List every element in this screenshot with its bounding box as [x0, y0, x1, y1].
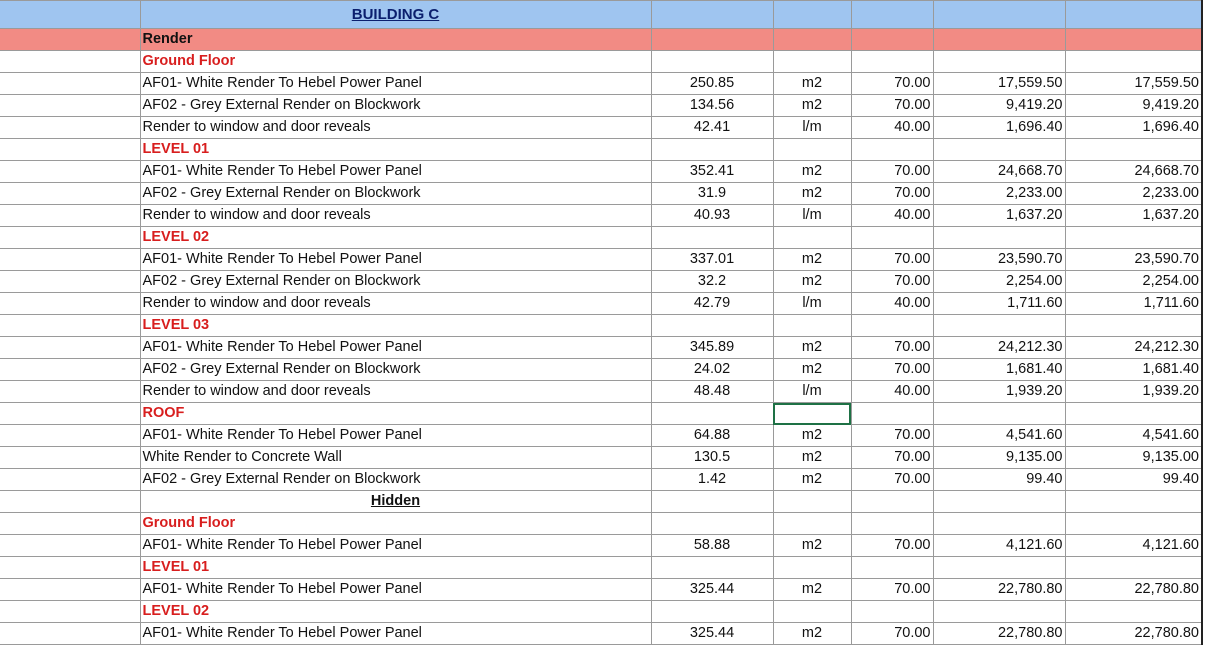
total-cell[interactable]	[1065, 315, 1202, 337]
unit-cell[interactable]: m2	[773, 249, 851, 271]
total-cell[interactable]	[1065, 227, 1202, 249]
unit-cell[interactable]: m2	[773, 183, 851, 205]
quantity-cell[interactable]: 325.44	[651, 579, 773, 601]
description-cell[interactable]: AF01- White Render To Hebel Power Panel	[140, 425, 651, 447]
unit-cell[interactable]	[773, 29, 851, 51]
rate-cell[interactable]	[851, 315, 933, 337]
amount-cell[interactable]: 17,559.50	[933, 73, 1065, 95]
unit-cell[interactable]: m2	[773, 623, 851, 645]
rate-cell[interactable]: 70.00	[851, 95, 933, 117]
description-cell[interactable]: LEVEL 03	[140, 315, 651, 337]
cell[interactable]	[851, 1, 933, 29]
rate-cell[interactable]: 40.00	[851, 205, 933, 227]
rate-cell[interactable]: 70.00	[851, 183, 933, 205]
total-cell[interactable]: 2,233.00	[1065, 183, 1202, 205]
rate-cell[interactable]: 70.00	[851, 249, 933, 271]
cell[interactable]	[651, 1, 773, 29]
quantity-cell[interactable]	[651, 491, 773, 513]
description-cell[interactable]: AF01- White Render To Hebel Power Panel	[140, 337, 651, 359]
amount-cell[interactable]: 1,711.60	[933, 293, 1065, 315]
quantity-cell[interactable]	[651, 557, 773, 579]
row-margin-cell[interactable]	[0, 513, 140, 535]
quantity-cell[interactable]: 1.42	[651, 469, 773, 491]
description-cell[interactable]: LEVEL 02	[140, 601, 651, 623]
amount-cell[interactable]: 4,541.60	[933, 425, 1065, 447]
table-row	[0, 249, 1202, 271]
quantity-cell[interactable]: 134.56	[651, 95, 773, 117]
total-cell[interactable]: 99.40	[1065, 469, 1202, 491]
row-margin-cell[interactable]	[0, 623, 140, 645]
description-cell[interactable]: AF02 - Grey External Render on Blockwork	[140, 469, 651, 491]
rate-cell[interactable]: 70.00	[851, 623, 933, 645]
row-margin-cell[interactable]	[0, 337, 140, 359]
total-cell[interactable]	[1065, 491, 1202, 513]
description-cell[interactable]: Render to window and door reveals	[140, 205, 651, 227]
row-margin-cell[interactable]	[0, 315, 140, 337]
floor-row	[0, 227, 1202, 249]
description-cell[interactable]: ROOF	[140, 403, 651, 425]
amount-cell[interactable]	[933, 227, 1065, 249]
description-cell[interactable]: LEVEL 01	[140, 557, 651, 579]
unit-cell[interactable]	[773, 513, 851, 535]
table-row	[0, 293, 1202, 315]
amount-cell[interactable]	[933, 491, 1065, 513]
total-cell[interactable]	[1065, 51, 1202, 73]
total-cell[interactable]: 2,254.00	[1065, 271, 1202, 293]
row-margin-cell[interactable]	[0, 447, 140, 469]
total-cell[interactable]: 22,780.80	[1065, 579, 1202, 601]
unit-cell[interactable]: l/m	[773, 117, 851, 139]
quantity-cell[interactable]: 31.9	[651, 183, 773, 205]
table-row	[0, 73, 1202, 95]
description-cell[interactable]: LEVEL 01	[140, 139, 651, 161]
description-cell[interactable]: Ground Floor	[140, 513, 651, 535]
rate-cell[interactable]: 70.00	[851, 161, 933, 183]
description-cell[interactable]: LEVEL 02	[140, 227, 651, 249]
cell[interactable]	[1065, 1, 1202, 29]
quantity-cell[interactable]	[651, 403, 773, 425]
row-margin-cell[interactable]	[0, 359, 140, 381]
quantity-cell[interactable]	[651, 601, 773, 623]
description-cell[interactable]: AF02 - Grey External Render on Blockwork	[140, 271, 651, 293]
table-row	[0, 161, 1202, 183]
floor-row	[0, 51, 1202, 73]
total-cell[interactable]	[1065, 557, 1202, 579]
rate-cell[interactable]: 70.00	[851, 73, 933, 95]
amount-cell[interactable]: 4,121.60	[933, 535, 1065, 557]
unit-cell[interactable]: m2	[773, 579, 851, 601]
rate-cell[interactable]	[851, 557, 933, 579]
selected-cell[interactable]	[773, 403, 851, 425]
unit-cell[interactable]: m2	[773, 271, 851, 293]
unit-cell[interactable]	[773, 227, 851, 249]
table-row	[0, 425, 1202, 447]
cell[interactable]	[773, 1, 851, 29]
total-cell[interactable]: 4,121.60	[1065, 535, 1202, 557]
row-margin-cell[interactable]	[0, 271, 140, 293]
rate-cell[interactable]: 70.00	[851, 469, 933, 491]
rate-cell[interactable]	[851, 403, 933, 425]
cell[interactable]	[933, 1, 1065, 29]
amount-cell[interactable]: 23,590.70	[933, 249, 1065, 271]
amount-cell[interactable]: 2,233.00	[933, 183, 1065, 205]
floor-row	[0, 513, 1202, 535]
amount-cell[interactable]	[933, 29, 1065, 51]
amount-cell[interactable]: 9,135.00	[933, 447, 1065, 469]
total-cell[interactable]	[1065, 139, 1202, 161]
floor-row	[0, 557, 1202, 579]
description-cell[interactable]: Render	[140, 29, 651, 51]
rate-cell[interactable]	[851, 513, 933, 535]
rate-cell[interactable]: 70.00	[851, 447, 933, 469]
amount-cell[interactable]	[933, 601, 1065, 623]
description-cell[interactable]: Render to window and door reveals	[140, 293, 651, 315]
quantity-cell[interactable]: 130.5	[651, 447, 773, 469]
amount-cell[interactable]	[933, 139, 1065, 161]
row-margin-cell[interactable]	[0, 469, 140, 491]
amount-cell[interactable]: 9,419.20	[933, 95, 1065, 117]
quantity-cell[interactable]: 352.41	[651, 161, 773, 183]
rate-cell[interactable]: 70.00	[851, 359, 933, 381]
amount-cell[interactable]	[933, 51, 1065, 73]
description-cell[interactable]: Render to window and door reveals	[140, 117, 651, 139]
rate-cell[interactable]: 70.00	[851, 425, 933, 447]
description-cell[interactable]: AF02 - Grey External Render on Blockwork	[140, 359, 651, 381]
amount-cell[interactable]: 22,780.80	[933, 579, 1065, 601]
quantity-cell[interactable]: 64.88	[651, 425, 773, 447]
amount-cell[interactable]: 1,939.20	[933, 381, 1065, 403]
unit-cell[interactable]: m2	[773, 337, 851, 359]
description-cell[interactable]: AF01- White Render To Hebel Power Panel	[140, 161, 651, 183]
table-row	[0, 183, 1202, 205]
quantity-cell[interactable]	[651, 227, 773, 249]
quantity-cell[interactable]	[651, 29, 773, 51]
amount-cell[interactable]: 22,780.80	[933, 623, 1065, 645]
table-row	[0, 117, 1202, 139]
total-cell[interactable]	[1065, 601, 1202, 623]
floor-row	[0, 315, 1202, 337]
row-margin-cell[interactable]	[0, 601, 140, 623]
table-row	[0, 469, 1202, 491]
amount-cell[interactable]: 1,681.40	[933, 359, 1065, 381]
rate-cell[interactable]: 40.00	[851, 117, 933, 139]
quantity-cell[interactable]: 345.89	[651, 337, 773, 359]
row-margin-cell[interactable]	[0, 205, 140, 227]
rate-cell[interactable]: 70.00	[851, 337, 933, 359]
total-cell[interactable]: 23,590.70	[1065, 249, 1202, 271]
floor-row	[0, 403, 1202, 425]
unit-cell[interactable]	[773, 557, 851, 579]
description-cell[interactable]: AF01- White Render To Hebel Power Panel	[140, 535, 651, 557]
unit-cell[interactable]	[773, 601, 851, 623]
total-cell[interactable]	[1065, 513, 1202, 535]
description-cell[interactable]: AF02 - Grey External Render on Blockwork	[140, 183, 651, 205]
total-cell[interactable]: 1,696.40	[1065, 117, 1202, 139]
table-row	[0, 579, 1202, 601]
table-row	[0, 623, 1202, 645]
unit-cell[interactable]	[773, 139, 851, 161]
unit-cell[interactable]: m2	[773, 447, 851, 469]
table-row	[0, 205, 1202, 227]
rate-cell[interactable]	[851, 601, 933, 623]
description-cell[interactable]: White Render to Concrete Wall	[140, 447, 651, 469]
subsection-row	[0, 491, 1202, 513]
total-cell[interactable]: 9,135.00	[1065, 447, 1202, 469]
row-margin-cell[interactable]	[0, 183, 140, 205]
amount-cell[interactable]: 1,637.20	[933, 205, 1065, 227]
table-row	[0, 447, 1202, 469]
quantity-cell[interactable]: 32.2	[651, 271, 773, 293]
amount-cell[interactable]: 24,212.30	[933, 337, 1065, 359]
row-margin-cell[interactable]	[0, 117, 140, 139]
amount-cell[interactable]	[933, 557, 1065, 579]
table-row	[0, 359, 1202, 381]
amount-cell[interactable]: 99.40	[933, 469, 1065, 491]
table-row	[0, 381, 1202, 403]
total-cell[interactable]: 9,419.20	[1065, 95, 1202, 117]
cell[interactable]	[0, 1, 140, 29]
rate-cell[interactable]: 70.00	[851, 271, 933, 293]
amount-cell[interactable]: 24,668.70	[933, 161, 1065, 183]
quantity-cell[interactable]: 48.48	[651, 381, 773, 403]
rate-cell[interactable]: 70.00	[851, 579, 933, 601]
quantity-cell[interactable]: 40.93	[651, 205, 773, 227]
quantity-cell[interactable]	[651, 315, 773, 337]
unit-cell[interactable]: m2	[773, 425, 851, 447]
rate-cell[interactable]	[851, 227, 933, 249]
section-row	[0, 29, 1202, 51]
total-cell[interactable]: 1,939.20	[1065, 381, 1202, 403]
total-cell[interactable]: 1,711.60	[1065, 293, 1202, 315]
unit-cell[interactable]: m2	[773, 95, 851, 117]
description-cell[interactable]: Hidden	[140, 491, 651, 513]
description-cell[interactable]: Render to window and door reveals	[140, 381, 651, 403]
sheet-title[interactable]: BUILDING C	[140, 1, 651, 29]
row-margin-cell[interactable]	[0, 557, 140, 579]
total-cell[interactable]: 1,681.40	[1065, 359, 1202, 381]
row-margin-cell[interactable]	[0, 579, 140, 601]
quantity-cell[interactable]: 250.85	[651, 73, 773, 95]
unit-cell[interactable]	[773, 51, 851, 73]
amount-cell[interactable]	[933, 403, 1065, 425]
total-cell[interactable]: 17,559.50	[1065, 73, 1202, 95]
floor-row	[0, 601, 1202, 623]
rate-cell[interactable]	[851, 51, 933, 73]
description-cell[interactable]: AF01- White Render To Hebel Power Panel	[140, 249, 651, 271]
row-margin-cell[interactable]	[0, 491, 140, 513]
rate-cell[interactable]: 40.00	[851, 381, 933, 403]
quantity-cell[interactable]: 42.41	[651, 117, 773, 139]
rate-cell[interactable]: 40.00	[851, 293, 933, 315]
quantity-cell[interactable]: 42.79	[651, 293, 773, 315]
unit-cell[interactable]: l/m	[773, 381, 851, 403]
table-row	[0, 337, 1202, 359]
row-margin-cell[interactable]	[0, 403, 140, 425]
row-margin-cell[interactable]	[0, 73, 140, 95]
unit-cell[interactable]	[773, 315, 851, 337]
table-row	[0, 271, 1202, 293]
quantity-cell[interactable]: 325.44	[651, 623, 773, 645]
unit-cell[interactable]: m2	[773, 535, 851, 557]
table-row	[0, 535, 1202, 557]
rate-cell[interactable]: 70.00	[851, 535, 933, 557]
unit-cell[interactable]: m2	[773, 73, 851, 95]
total-cell[interactable]: 1,637.20	[1065, 205, 1202, 227]
amount-cell[interactable]	[933, 513, 1065, 535]
row-margin-cell[interactable]	[0, 51, 140, 73]
description-cell[interactable]: AF01- White Render To Hebel Power Panel	[140, 73, 651, 95]
row-margin-cell[interactable]	[0, 139, 140, 161]
total-cell[interactable]: 22,780.80	[1065, 623, 1202, 645]
total-cell[interactable]	[1065, 403, 1202, 425]
row-margin-cell[interactable]	[0, 535, 140, 557]
row-margin-cell[interactable]	[0, 161, 140, 183]
row-margin-cell[interactable]	[0, 293, 140, 315]
description-cell[interactable]: Ground Floor	[140, 51, 651, 73]
total-cell[interactable]	[1065, 29, 1202, 51]
description-cell[interactable]: AF01- White Render To Hebel Power Panel	[140, 623, 651, 645]
amount-cell[interactable]	[933, 315, 1065, 337]
row-margin-cell[interactable]	[0, 95, 140, 117]
quantity-cell[interactable]	[651, 513, 773, 535]
quantity-cell[interactable]	[651, 139, 773, 161]
table-row	[0, 95, 1202, 117]
unit-cell[interactable]: l/m	[773, 293, 851, 315]
floor-row	[0, 139, 1202, 161]
quantity-cell[interactable]	[651, 51, 773, 73]
description-cell[interactable]: AF01- White Render To Hebel Power Panel	[140, 579, 651, 601]
rate-cell[interactable]	[851, 139, 933, 161]
total-cell[interactable]: 4,541.60	[1065, 425, 1202, 447]
unit-cell[interactable]	[773, 491, 851, 513]
quantity-cell[interactable]: 58.88	[651, 535, 773, 557]
row-margin-cell[interactable]	[0, 381, 140, 403]
row-margin-cell[interactable]	[0, 29, 140, 51]
description-cell[interactable]: AF02 - Grey External Render on Blockwork	[140, 95, 651, 117]
row-margin-cell[interactable]	[0, 249, 140, 271]
total-cell[interactable]: 24,668.70	[1065, 161, 1202, 183]
total-cell[interactable]: 24,212.30	[1065, 337, 1202, 359]
rate-cell[interactable]	[851, 491, 933, 513]
rate-cell[interactable]	[851, 29, 933, 51]
unit-cell[interactable]: l/m	[773, 205, 851, 227]
unit-cell[interactable]: m2	[773, 359, 851, 381]
unit-cell[interactable]: m2	[773, 161, 851, 183]
unit-cell[interactable]: m2	[773, 469, 851, 491]
row-margin-cell[interactable]	[0, 425, 140, 447]
amount-cell[interactable]: 1,696.40	[933, 117, 1065, 139]
quantity-cell[interactable]: 24.02	[651, 359, 773, 381]
amount-cell[interactable]: 2,254.00	[933, 271, 1065, 293]
header-row	[0, 1, 1202, 29]
row-margin-cell[interactable]	[0, 227, 140, 249]
quantity-cell[interactable]: 337.01	[651, 249, 773, 271]
